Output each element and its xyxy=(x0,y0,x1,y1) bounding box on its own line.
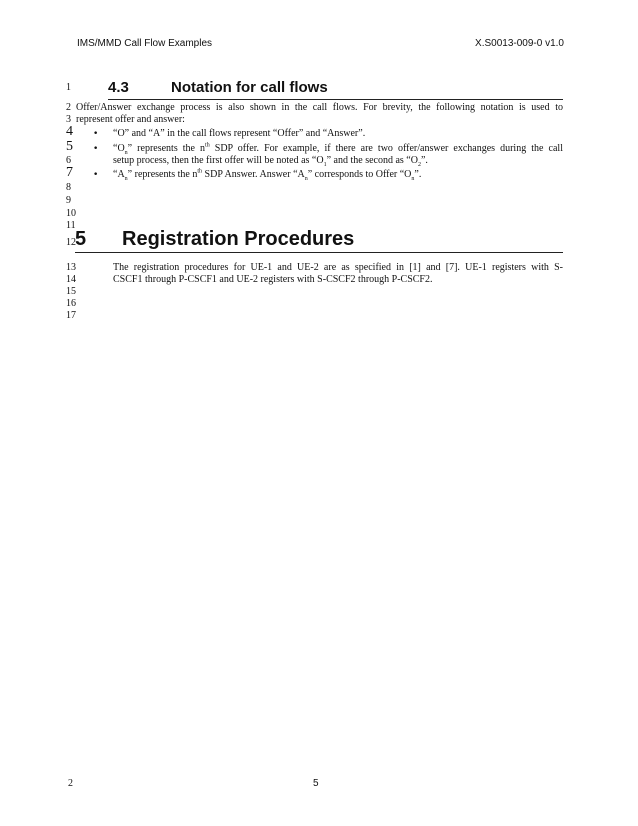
line-number-11: 11 xyxy=(66,220,76,231)
section-5-heading xyxy=(75,226,563,253)
bullet-marker: • xyxy=(93,129,99,139)
line-number-16: 16 xyxy=(66,298,76,309)
line-number-2: 2 xyxy=(66,102,71,113)
line-number-5: 5 xyxy=(66,139,73,154)
line-number-15: 15 xyxy=(66,286,76,297)
line-number-14: 14 xyxy=(66,274,76,285)
section-number: 4.3 xyxy=(108,79,129,96)
bullet-3-text: “$A_n$” represents the $n^{th}$ SDP Answer. Answer “$A_n$” corresponds to Offer “$O_n$”. xyxy=(113,168,422,182)
line-number-8: 8 xyxy=(66,182,71,193)
line-number-1: 1 xyxy=(66,82,71,93)
line-number-7: 7 xyxy=(66,165,73,180)
line-number-13: 13 xyxy=(66,262,76,273)
line-number-12: 12 xyxy=(66,237,76,248)
line-number-4: 4 xyxy=(66,124,73,139)
header-doc-title: IMS/MMD Call Flow Examples xyxy=(77,38,213,49)
registration-paragraph-line-1: The registration procedures for UE-1 and UE-2 are as specified in [1] and [7]. UE-1 registers with S- xyxy=(113,262,563,273)
bullet-2-line-1: “$O_n$” represents the $n^{th}$ SDP offer. For example, if there are two offer/answer exchanges during the call xyxy=(113,142,563,156)
section-number: 5 xyxy=(75,228,87,250)
line-number-9: 9 xyxy=(66,195,71,206)
header-doc-id: X.S0013-009-0 v1.0 xyxy=(475,38,564,49)
bullet-marker: • xyxy=(93,144,99,154)
footer-line-number: 2 xyxy=(68,778,73,789)
line-number-3: 3 xyxy=(66,114,71,125)
section-title: Notation for call flows xyxy=(171,79,328,96)
line-number-6: 6 xyxy=(66,155,71,166)
bullet-1-text: “O” and “A” in the call flows represent “Offer” and “Answer”. xyxy=(113,128,366,139)
line-number-17: 17 xyxy=(66,310,76,321)
bullet-marker: • xyxy=(93,170,99,180)
bullet-2-line-2: setup process, then the first offer will be noted as “$O_1$” and the second as “$O_2$”. xyxy=(113,155,428,168)
section-title: Registration Procedures xyxy=(122,228,355,250)
registration-paragraph-line-2: CSCF1 through P-CSCF1 and UE-2 registers with S-CSCF2 through P-CSCF2. xyxy=(113,274,433,285)
notation-paragraph-line-1: Offer/Answer exchange process is also shown in the call flows. For brevity, the following notation is used to xyxy=(76,102,563,113)
line-number-10: 10 xyxy=(66,208,76,219)
notation-paragraph-line-2: represent offer and answer: xyxy=(76,114,185,125)
section-4-3-heading xyxy=(108,77,563,100)
page-number: 5 xyxy=(313,778,319,789)
